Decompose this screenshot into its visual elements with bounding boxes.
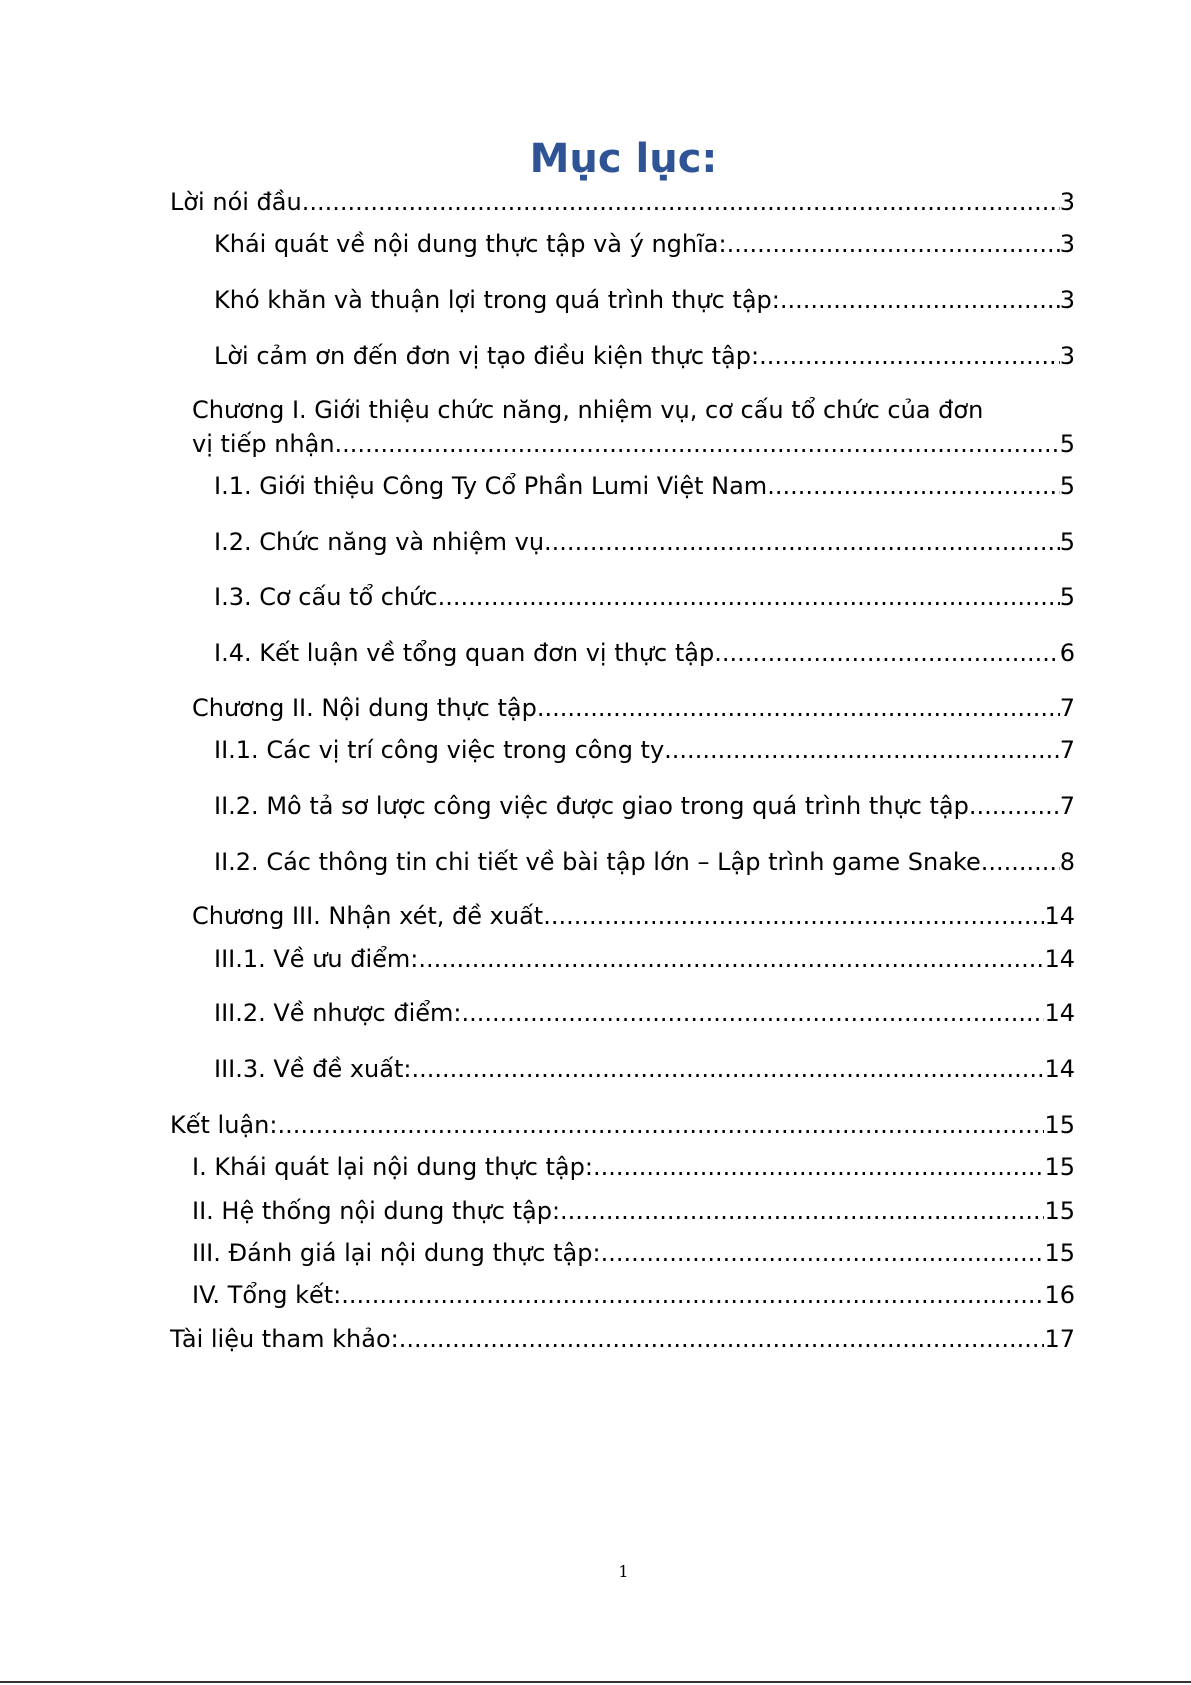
toc-page-number: 15 (1044, 1153, 1075, 1181)
toc-page-number: 5 (1059, 528, 1075, 556)
toc-page-number: 3 (1059, 342, 1075, 370)
toc-entry-text: Chương III. Nhận xét, đề xuất (192, 902, 544, 930)
toc-entry-kho-khan[interactable] (214, 283, 1075, 317)
toc-entry-kl-iv[interactable] (192, 1278, 1075, 1312)
toc-entry-text: Lời nói đầu (170, 188, 302, 216)
toc-leader (780, 283, 1060, 317)
toc-entry-chuong-3[interactable] (192, 899, 1075, 933)
toc-entry-text: Lời cảm ơn đến đơn vị tạo điều kiện thực tập: (214, 342, 760, 370)
page-number: 1 (618, 1562, 629, 1581)
toc-page-number: 15 (1044, 1239, 1075, 1267)
page-bottom-rule (0, 1681, 1191, 1683)
toc-leader (438, 580, 1060, 614)
toc-leader (544, 525, 1060, 559)
toc-page-number: 7 (1059, 792, 1075, 820)
toc-leader (335, 427, 1060, 461)
toc-entry-kl-ii[interactable] (192, 1194, 1075, 1228)
toc-leader (727, 227, 1060, 261)
toc-entry-text: I.3. Cơ cấu tổ chức (214, 583, 438, 611)
toc-page-number: 17 (1044, 1325, 1075, 1353)
toc-entry-i-4[interactable] (214, 636, 1075, 670)
toc-leader (399, 1322, 1045, 1356)
toc-page-number: 14 (1044, 902, 1075, 930)
toc-page-number: 5 (1059, 472, 1075, 500)
toc-entry-kl-iii[interactable] (192, 1236, 1075, 1270)
toc-entry-text: II.1. Các vị trí công việc trong công ty (214, 736, 665, 764)
toc-leader (277, 1108, 1044, 1142)
toc-entry-text: III.3. Về đề xuất: (214, 1055, 412, 1083)
toc-entry-text: I.1. Giới thiệu Công Ty Cổ Phần Lumi Việt Nam (214, 472, 768, 500)
toc-page-number: 3 (1059, 286, 1075, 314)
toc-leader (461, 996, 1044, 1030)
toc-leader (341, 1278, 1044, 1312)
toc-entry-text: Chương II. Nội dung thực tập (192, 694, 537, 722)
toc-entry-iii-2[interactable] (214, 996, 1075, 1030)
toc-leader (411, 1052, 1044, 1086)
toc-entry-kl-i[interactable] (192, 1150, 1075, 1184)
toc-leader (969, 789, 1060, 823)
toc-entry-text: II.2. Các thông tin chi tiết về bài tập lớn – Lập trình game Snake (214, 848, 981, 876)
toc-entry-text: III. Đánh giá lại nội dung thực tập: (192, 1239, 601, 1267)
toc-entry-khai-quat[interactable] (214, 227, 1075, 261)
toc-leader (714, 636, 1059, 670)
toc-entry-loi-cam-on[interactable] (214, 339, 1075, 373)
toc-entry-chuong-2[interactable] (192, 691, 1075, 725)
toc-leader (981, 845, 1060, 879)
toc-page-number: 5 (1059, 583, 1075, 611)
toc-leader (664, 733, 1060, 767)
toc-entry-ii-2-snake[interactable] (214, 845, 1075, 879)
toc-entry-text: I.4. Kết luận về tổng quan đơn vị thực tập (214, 639, 715, 667)
toc-entry-text: II.2. Mô tả sơ lược công việc được giao trong quá trình thực tập (214, 792, 969, 820)
toc-leader (560, 1194, 1044, 1228)
toc-page-number: 15 (1044, 1197, 1075, 1225)
toc-leader (537, 691, 1060, 725)
toc-page-number: 8 (1059, 848, 1075, 876)
toc-page-number: 14 (1044, 999, 1075, 1027)
toc-page-number: 14 (1044, 1055, 1075, 1083)
toc-page-number: 3 (1059, 230, 1075, 258)
toc-leader (418, 942, 1044, 976)
toc-leader (302, 185, 1060, 219)
toc-entry-tai-lieu[interactable] (170, 1322, 1075, 1356)
toc-page-number: 3 (1059, 188, 1075, 216)
toc-entry-text-line1: Chương I. Giới thiệu chức năng, nhiệm vụ, cơ cấu tổ chức của đơn (192, 396, 984, 424)
toc-entry-text: I.2. Chức năng và nhiệm vụ (214, 528, 545, 556)
page-title: Mục lục: (529, 136, 718, 182)
toc-entry-text: Kết luận: (170, 1111, 278, 1139)
toc-entry-ii-2-mo-ta[interactable] (214, 789, 1075, 823)
toc-entry-i-3[interactable] (214, 580, 1075, 614)
toc-entry-ket-luan[interactable] (170, 1108, 1075, 1142)
toc-entry-iii-3[interactable] (214, 1052, 1075, 1086)
toc-page-number: 5 (1059, 430, 1075, 458)
toc-entry-text: Tài liệu tham khảo: (170, 1325, 399, 1353)
toc-entry-text: III.1. Về ưu điểm: (214, 945, 419, 973)
toc-page-number: 7 (1059, 694, 1075, 722)
toc-page-number: 14 (1044, 945, 1075, 973)
toc-entry-text: III.2. Về nhược điểm: (214, 999, 462, 1027)
toc-page-number: 15 (1044, 1111, 1075, 1139)
toc-leader (593, 1150, 1044, 1184)
toc-entry-chuong-1[interactable] (192, 393, 1075, 461)
toc-leader (601, 1236, 1045, 1270)
toc-entry-i-1[interactable] (214, 469, 1075, 503)
toc-entry-text: I. Khái quát lại nội dung thực tập: (192, 1153, 593, 1181)
toc-entry-text: II. Hệ thống nội dung thực tập: (192, 1197, 561, 1225)
toc-entry-iii-1[interactable] (214, 942, 1075, 976)
toc-entry-text: Khái quát về nội dung thực tập và ý nghĩa: (214, 230, 727, 258)
toc-page-number: 7 (1059, 736, 1075, 764)
toc-leader (543, 899, 1044, 933)
toc-entry-ii-1[interactable] (214, 733, 1075, 767)
toc-leader (759, 339, 1060, 373)
toc-entry-i-2[interactable] (214, 525, 1075, 559)
toc-page-number: 16 (1044, 1281, 1075, 1309)
toc-leader (767, 469, 1060, 503)
toc-page-number: 6 (1059, 639, 1075, 667)
toc-entry-text: IV. Tổng kết: (192, 1281, 342, 1309)
toc-entry-loi-noi-dau[interactable] (170, 185, 1075, 219)
toc-entry-text: Khó khăn và thuận lợi trong quá trình thực tập: (214, 286, 780, 314)
toc-entry-text-line2: vị tiếp nhận (192, 430, 335, 458)
